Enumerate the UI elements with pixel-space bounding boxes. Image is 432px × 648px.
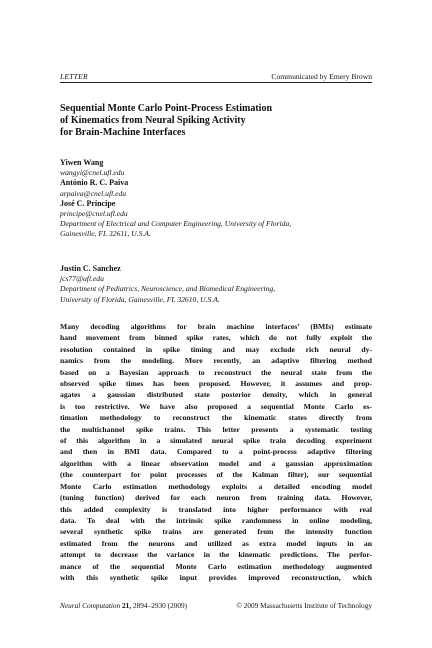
abstract-line: agates a gaussian distributed state posterior density, which in general	[60, 390, 372, 400]
abstract-line: attempt to decrease the variance in the kinematic predictions. The perfor-	[60, 550, 372, 560]
paper-title	[60, 103, 372, 140]
abstract-line: Many decoding algorithms for brain machine interfaces’ (BMIs) estimate	[60, 322, 372, 331]
abstract-line: estimated from the neurons and utilized as extra model inputs in an	[60, 538, 372, 548]
abstract-line: (the counterpart for point processes of the Kalman filter), our sequential	[60, 470, 372, 480]
author-email: arpaiva@cnel.ufl.edu	[60, 188, 127, 198]
header-rule	[60, 82, 372, 83]
affiliation-line: Department of Pediatrics, Neuroscience, and Biomedical Engineering,	[60, 284, 276, 294]
abstract-line: several synthetic spike trains are generated from the intensity function	[60, 527, 372, 537]
abstract-line: based on a Bayesian approach to reconstruct the neural state from the	[60, 367, 372, 377]
section-label: LETTER	[60, 72, 88, 81]
abstract-line: is too restrictive. We have also proposed a sequential Monte Carlo es-	[60, 401, 372, 411]
journal-volume: 21,	[122, 601, 132, 610]
abstract	[60, 321, 372, 583]
abstract-line: (tuning function) derived for each neuron from training data. However,	[60, 493, 372, 503]
author-name: António R. C. Paiva	[60, 178, 129, 188]
abstract-line: the multichannel spike trains. This letter presents a systematic testing	[60, 424, 372, 434]
affiliation-line: Gainesville, FL 32611, U.S.A.	[60, 229, 151, 239]
author-block-2	[60, 264, 372, 305]
affiliation-line: Department of Electrical and Computer Engineering, University of Florida,	[60, 219, 292, 229]
abstract-line: of this algorithm in a simulated neural spike train decoding experiment	[60, 436, 372, 446]
abstract-line: resolution contained in spike timing and may exclude rich neural dy-	[60, 344, 372, 354]
abstract-line: mance of the sequential Monte Carlo estimation methodology augmented	[60, 561, 372, 571]
copyright-notice: © 2009 Massachusetts Institute of Technology	[236, 601, 372, 610]
author-email: principe@cnel.ufl.edu	[60, 209, 128, 219]
title-line: Sequential Monte Carlo Point-Process Estimation	[60, 103, 273, 114]
author-block	[60, 158, 372, 240]
paper-page	[60, 0, 372, 648]
abstract-line: algorithm with a linear observation model and a gaussian approximation	[60, 458, 372, 468]
author-email: wangyi@cnel.ufl.edu	[60, 168, 125, 178]
journal-pages: 2894–2930 (2009)	[132, 601, 188, 610]
author-name: José C. Príncipe	[60, 198, 116, 208]
abstract-line: Monte Carlo estimation methodology exploits a detailed encoding model	[60, 481, 372, 491]
author-name: Yiwen Wang	[60, 158, 104, 167]
abstract-line: data. To deal with the intrinsic spike randomness in online modeling,	[60, 515, 372, 525]
abstract-line: with this synthetic spike input provides improved reconstruction, which	[60, 572, 372, 582]
abstract-line: hand movement from binned spike rates, which do not fully exploit the	[60, 333, 372, 343]
abstract-line: timation methodology to reconstruct the kinematic states directly from	[60, 413, 372, 423]
journal-name: Neural Computation	[60, 601, 121, 610]
abstract-line: observed spike times has been proposed. However, it assumes and prop-	[60, 379, 372, 389]
abstract-line: namics from the modeling. More recently, an adaptive filtering method	[60, 356, 372, 366]
communicated-by: Communicated by Emery Brown	[271, 72, 372, 81]
journal-citation	[60, 601, 187, 610]
title-line: for Brain-Machine Interfaces	[60, 127, 186, 139]
author-name: Justin C. Sanchez	[60, 264, 121, 273]
abstract-line: and then in BMI data. Compared to a point-process adaptive filtering	[60, 447, 372, 457]
author-email: jcs77@ufl.edu	[60, 274, 104, 284]
affiliation-line: University of Florida, Gainesville, FL 32610, U.S.A.	[60, 294, 220, 304]
abstract-line: this added complexity is translated into higher performance with real	[60, 504, 372, 514]
title-line: of Kinematics from Neural Spiking Activity	[60, 115, 246, 127]
